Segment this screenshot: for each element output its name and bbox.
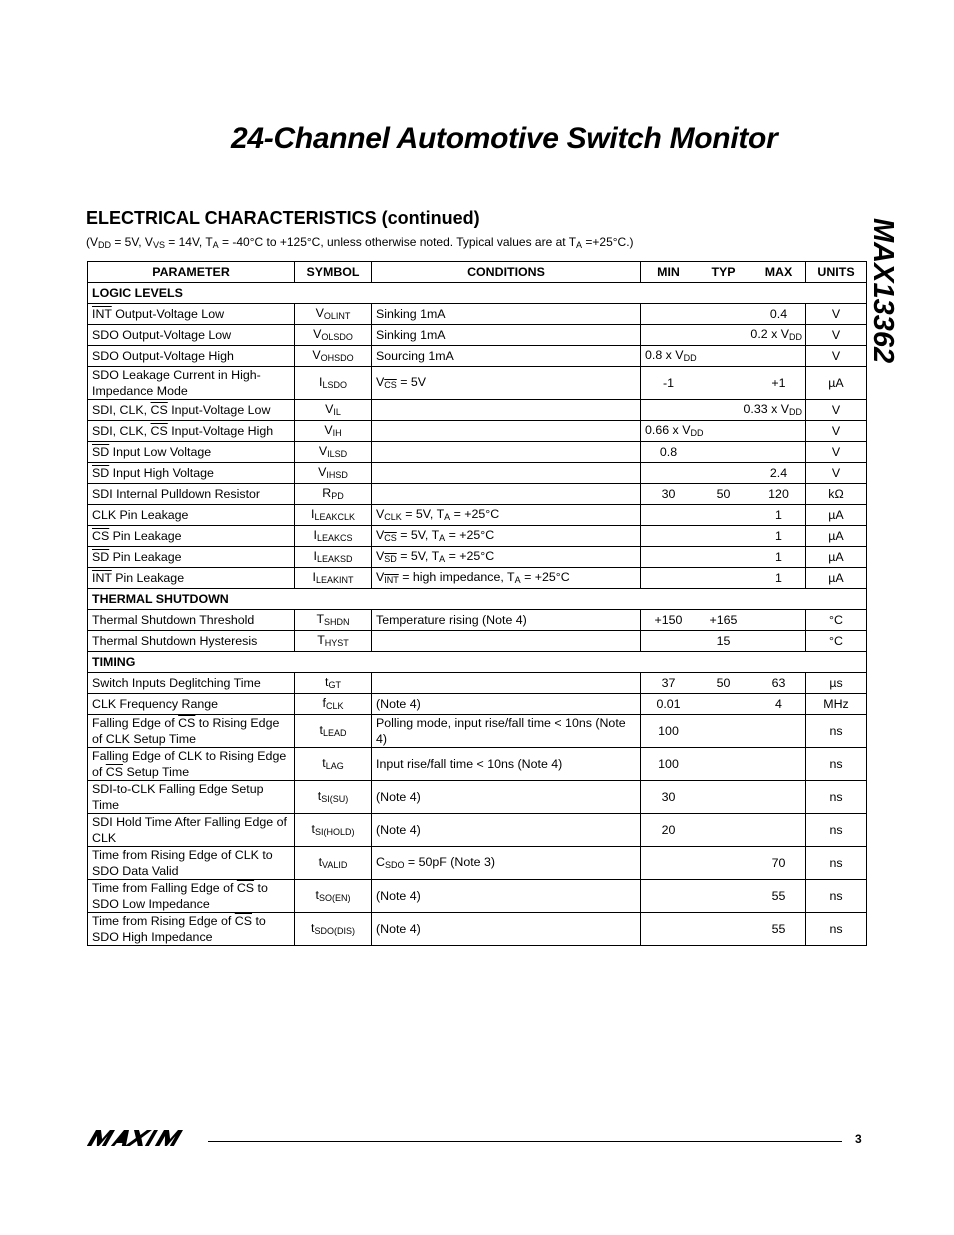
maxim-logo-mark bbox=[87, 1130, 199, 1146]
cell-units: ns bbox=[806, 913, 867, 946]
cell-conditions: Temperature rising (Note 4) bbox=[372, 610, 641, 631]
cell-min-typ-max bbox=[641, 673, 806, 694]
cell-max: +1 bbox=[771, 376, 786, 390]
table-row bbox=[88, 748, 867, 781]
cell-parameter: Falling Edge of CLK to Rising Edge of $\overline{CS}$ Setup Time bbox=[88, 748, 295, 781]
header-units: UNITS bbox=[806, 262, 867, 283]
cell-typ: 15 bbox=[716, 634, 731, 648]
cell-min-typ-max bbox=[641, 325, 806, 346]
cell-max: 0.33 x $V_{DD}$ bbox=[743, 401, 802, 417]
cell-units: V bbox=[806, 325, 867, 346]
table-row bbox=[88, 610, 867, 631]
cell-units: ns bbox=[806, 814, 867, 847]
cell-typ: 50 bbox=[716, 676, 731, 690]
cell-symbol: $V_{OLINT}$ bbox=[295, 304, 372, 325]
cell-parameter: SDI Internal Pulldown Resistor bbox=[88, 484, 295, 505]
cell-conditions: Input rise/fall time < 10ns (Note 4) bbox=[372, 748, 641, 781]
page-title: 24-Channel Automotive Switch Monitor bbox=[231, 122, 778, 155]
page-number: 3 bbox=[855, 1132, 862, 1146]
cell-max: 4 bbox=[775, 697, 782, 711]
cell-symbol: $t_{SDO(DIS)}$ bbox=[295, 913, 372, 946]
cell-symbol: $t_{SO(EN)}$ bbox=[295, 880, 372, 913]
maxim-logo bbox=[87, 1130, 199, 1151]
cell-units: ns bbox=[806, 880, 867, 913]
cell-typ: 50 bbox=[716, 487, 731, 501]
cell-symbol: $V_{IH}$ bbox=[295, 421, 372, 442]
cell-max: 1 bbox=[775, 550, 782, 564]
table-row bbox=[88, 568, 867, 589]
cell-parameter: SDI, CLK, $\overline{CS}$ Input-Voltage Low bbox=[88, 400, 295, 421]
table-row bbox=[88, 400, 867, 421]
cell-min: 0.66 x $V_{DD}$ bbox=[645, 422, 704, 438]
cell-min-typ-max bbox=[641, 847, 806, 880]
cell-symbol: $V_{IL}$ bbox=[295, 400, 372, 421]
header-min: MIN bbox=[657, 265, 680, 279]
cell-symbol: $V_{OHSDO}$ bbox=[295, 346, 372, 367]
cell-parameter: CLK Pin Leakage bbox=[88, 505, 295, 526]
cell-symbol: $V_{OLSDO}$ bbox=[295, 325, 372, 346]
cell-conditions: (Note 4) bbox=[372, 781, 641, 814]
cell-max: 1 bbox=[775, 508, 782, 522]
table-row bbox=[88, 715, 867, 748]
table-row bbox=[88, 421, 867, 442]
cell-parameter: SDO Leakage Current in High-Impedance Mode bbox=[88, 367, 295, 400]
cell-symbol: $R_{PD}$ bbox=[295, 484, 372, 505]
cell-symbol: $I_{LEAKCS}$ bbox=[295, 526, 372, 547]
cell-conditions: $V_{\overline{CS}} = 5V$ bbox=[372, 367, 641, 400]
table-row bbox=[88, 847, 867, 880]
cell-conditions: $V_{\overline{SD}} = 5V$, $T_A = +25^\circ C$ bbox=[372, 547, 641, 568]
cell-max: 2.4 bbox=[769, 466, 788, 480]
cell-min-typ-max bbox=[641, 715, 806, 748]
table-section-row bbox=[88, 652, 867, 673]
table-row bbox=[88, 526, 867, 547]
cell-units: V bbox=[806, 400, 867, 421]
header-typ: TYP bbox=[711, 265, 736, 279]
cell-min-typ-max bbox=[641, 631, 806, 652]
cell-symbol: $T_{SHDN}$ bbox=[295, 610, 372, 631]
cell-min-typ-max bbox=[641, 748, 806, 781]
cell-parameter: SDI-to-CLK Falling Edge Setup Time bbox=[88, 781, 295, 814]
cell-min: 30 bbox=[661, 790, 676, 804]
cell-parameter: Time from Rising Edge of CLK to SDO Data Valid bbox=[88, 847, 295, 880]
cell-min-typ-max bbox=[641, 610, 806, 631]
cell-conditions: $V_{CLK} = 5V$, $T_A = +25^\circ C$ bbox=[372, 505, 641, 526]
cell-max: 1 bbox=[775, 529, 782, 543]
header-parameter: PARAMETER bbox=[88, 262, 295, 283]
cell-max: 55 bbox=[771, 889, 786, 903]
cell-conditions bbox=[372, 484, 641, 505]
cell-conditions bbox=[372, 421, 641, 442]
table-row bbox=[88, 631, 867, 652]
cell-conditions: $V_{\overline{CS}} = 5V$, $T_A = +25^\circ C$ bbox=[372, 526, 641, 547]
cell-conditions: (Note 4) bbox=[372, 913, 641, 946]
cell-units: V bbox=[806, 421, 867, 442]
cell-min: 0.8 bbox=[659, 445, 678, 459]
table-row bbox=[88, 880, 867, 913]
cell-parameter: SDO Output-Voltage High bbox=[88, 346, 295, 367]
cell-conditions bbox=[372, 673, 641, 694]
cell-typ: +165 bbox=[709, 613, 738, 627]
cell-units: µA bbox=[806, 547, 867, 568]
footer-rule bbox=[208, 1141, 842, 1142]
cell-units: µA bbox=[806, 568, 867, 589]
cell-conditions bbox=[372, 442, 641, 463]
cell-symbol: $T_{HYST}$ bbox=[295, 631, 372, 652]
cell-parameter: Falling Edge of $\overline{CS}$ to Rising Edge of CLK Setup Time bbox=[88, 715, 295, 748]
section-title: ELECTRICAL CHARACTERISTICS (continued) bbox=[86, 208, 480, 228]
electrical-characteristics-table bbox=[87, 261, 867, 946]
cell-max: 120 bbox=[768, 487, 789, 501]
cell-units: V bbox=[806, 442, 867, 463]
cell-symbol: $t_{GT}$ bbox=[295, 673, 372, 694]
table-section-row bbox=[88, 589, 867, 610]
cell-units: MHz bbox=[806, 694, 867, 715]
cell-min: 100 bbox=[658, 724, 679, 738]
cell-min-typ-max bbox=[641, 781, 806, 814]
cell-units: ns bbox=[806, 847, 867, 880]
cell-parameter: $\overline{INT}$ Output-Voltage Low bbox=[88, 304, 295, 325]
header-max: MAX bbox=[764, 265, 793, 279]
cell-symbol: $t_{LAG}$ bbox=[295, 748, 372, 781]
cell-conditions: (Note 4) bbox=[372, 880, 641, 913]
cell-parameter: Time from Rising Edge of $\overline{CS}$ to SDO High Impedance bbox=[88, 913, 295, 946]
cell-min-typ-max bbox=[641, 346, 806, 367]
cell-conditions: Sinking 1mA bbox=[372, 304, 641, 325]
cell-parameter: $\overline{SD}$ Input High Voltage bbox=[88, 463, 295, 484]
cell-conditions bbox=[372, 400, 641, 421]
cell-parameter: $\overline{SD}$ Input Low Voltage bbox=[88, 442, 295, 463]
cell-symbol: $t_{LEAD}$ bbox=[295, 715, 372, 748]
test-conditions-note: ($V_{DD} = 5V$, $V_{VS} = 14V$, $T_A = -40^\circ C$ to +125°C, unless otherwise noted. Typical values are at $T_A =+25^\circ C$.) bbox=[86, 235, 634, 250]
section-heading: THERMAL SHUTDOWN bbox=[88, 589, 867, 610]
cell-min-typ-max bbox=[641, 880, 806, 913]
cell-max: 0.2 x $V_{DD}$ bbox=[750, 326, 802, 342]
cell-min: 37 bbox=[661, 676, 676, 690]
cell-units: °C bbox=[806, 610, 867, 631]
cell-max: 63 bbox=[771, 676, 786, 690]
table-row bbox=[88, 547, 867, 568]
cell-conditions: Polling mode, input rise/fall time < 10ns (Note 4) bbox=[372, 715, 641, 748]
table-row bbox=[88, 673, 867, 694]
table-body bbox=[88, 283, 867, 946]
cell-min-typ-max bbox=[641, 367, 806, 400]
cell-symbol: $I_{LEAKINT}$ bbox=[295, 568, 372, 589]
cell-min-typ-max bbox=[641, 505, 806, 526]
cell-parameter: $\overline{SD}$ Pin Leakage bbox=[88, 547, 295, 568]
header-min-typ-max bbox=[641, 262, 806, 283]
cell-units: kΩ bbox=[806, 484, 867, 505]
cell-max: 0.4 bbox=[769, 307, 788, 321]
table-row bbox=[88, 913, 867, 946]
table-row bbox=[88, 781, 867, 814]
header-symbol: SYMBOL bbox=[295, 262, 372, 283]
cell-parameter: Thermal Shutdown Threshold bbox=[88, 610, 295, 631]
cell-min-typ-max bbox=[641, 442, 806, 463]
cell-parameter: Thermal Shutdown Hysteresis bbox=[88, 631, 295, 652]
section-heading: LOGIC LEVELS bbox=[88, 283, 867, 304]
table-header-row bbox=[88, 262, 867, 283]
cell-units: ns bbox=[806, 781, 867, 814]
cell-parameter: Time from Falling Edge of $\overline{CS}$ to SDO Low Impedance bbox=[88, 880, 295, 913]
cell-min-typ-max bbox=[641, 814, 806, 847]
table-row bbox=[88, 505, 867, 526]
cell-units: µA bbox=[806, 526, 867, 547]
cell-max: 1 bbox=[775, 571, 782, 585]
cell-units: V bbox=[806, 463, 867, 484]
table-row bbox=[88, 814, 867, 847]
cell-symbol: $I_{LEAKSD}$ bbox=[295, 547, 372, 568]
cell-symbol: $V_{IHSD}$ bbox=[295, 463, 372, 484]
section-heading: TIMING bbox=[88, 652, 867, 673]
cell-min-typ-max bbox=[641, 694, 806, 715]
cell-symbol: $t_{SI(HOLD)}$ bbox=[295, 814, 372, 847]
cell-parameter: $\overline{INT}$ Pin Leakage bbox=[88, 568, 295, 589]
cell-symbol: $I_{LEAKCLK}$ bbox=[295, 505, 372, 526]
cell-min: 30 bbox=[661, 487, 676, 501]
cell-min: -1 bbox=[662, 376, 675, 390]
cell-min-typ-max bbox=[641, 526, 806, 547]
cell-min-typ-max bbox=[641, 304, 806, 325]
table-row bbox=[88, 325, 867, 346]
cell-symbol: $t_{SI(SU)}$ bbox=[295, 781, 372, 814]
cell-symbol: $V_{ILSD}$ bbox=[295, 442, 372, 463]
cell-min-typ-max bbox=[641, 463, 806, 484]
cell-units: V bbox=[806, 304, 867, 325]
cell-parameter: $\overline{CS}$ Pin Leakage bbox=[88, 526, 295, 547]
cell-parameter: CLK Frequency Range bbox=[88, 694, 295, 715]
cell-parameter: SDI Hold Time After Falling Edge of CLK bbox=[88, 814, 295, 847]
cell-min-typ-max bbox=[641, 421, 806, 442]
cell-min: 0.01 bbox=[656, 697, 681, 711]
cell-conditions bbox=[372, 631, 641, 652]
table-row bbox=[88, 463, 867, 484]
cell-units: V bbox=[806, 346, 867, 367]
cell-min: +150 bbox=[654, 613, 683, 627]
table-row bbox=[88, 484, 867, 505]
cell-units: ns bbox=[806, 748, 867, 781]
cell-max: 70 bbox=[771, 856, 786, 870]
cell-conditions bbox=[372, 463, 641, 484]
table-row bbox=[88, 346, 867, 367]
cell-conditions: Sinking 1mA bbox=[372, 325, 641, 346]
cell-parameter: SDO Output-Voltage Low bbox=[88, 325, 295, 346]
cell-conditions: $V_{\overline{INT}}$ = high impedance, $T_A = +25^\circ C$ bbox=[372, 568, 641, 589]
table-row bbox=[88, 694, 867, 715]
table-row bbox=[88, 304, 867, 325]
cell-units: µs bbox=[806, 673, 867, 694]
cell-symbol: $f_{CLK}$ bbox=[295, 694, 372, 715]
side-part-number: MAX13362 bbox=[867, 218, 899, 364]
cell-units: ns bbox=[806, 715, 867, 748]
cell-min: 0.8 x $V_{DD}$ bbox=[645, 347, 697, 363]
cell-units: µA bbox=[806, 505, 867, 526]
cell-conditions: $C_{SDO} = 50pF$ (Note 3) bbox=[372, 847, 641, 880]
table-section-row bbox=[88, 283, 867, 304]
cell-parameter: SDI, CLK, $\overline{CS}$ Input-Voltage High bbox=[88, 421, 295, 442]
cell-min-typ-max bbox=[641, 547, 806, 568]
cell-conditions: (Note 4) bbox=[372, 814, 641, 847]
cell-conditions: Sourcing 1mA bbox=[372, 346, 641, 367]
cell-units: °C bbox=[806, 631, 867, 652]
cell-symbol: $t_{VALID}$ bbox=[295, 847, 372, 880]
cell-parameter: Switch Inputs Deglitching Time bbox=[88, 673, 295, 694]
table-row bbox=[88, 442, 867, 463]
cell-min-typ-max bbox=[641, 913, 806, 946]
cell-max: 55 bbox=[771, 922, 786, 936]
cell-min-typ-max bbox=[641, 568, 806, 589]
cell-min-typ-max bbox=[641, 400, 806, 421]
cell-min-typ-max bbox=[641, 484, 806, 505]
cell-conditions: (Note 4) bbox=[372, 694, 641, 715]
cell-min: 20 bbox=[661, 823, 676, 837]
cell-units: µA bbox=[806, 367, 867, 400]
cell-symbol: $I_{LSDO}$ bbox=[295, 367, 372, 400]
header-conditions: CONDITIONS bbox=[372, 262, 641, 283]
table-row bbox=[88, 367, 867, 400]
cell-min: 100 bbox=[658, 757, 679, 771]
